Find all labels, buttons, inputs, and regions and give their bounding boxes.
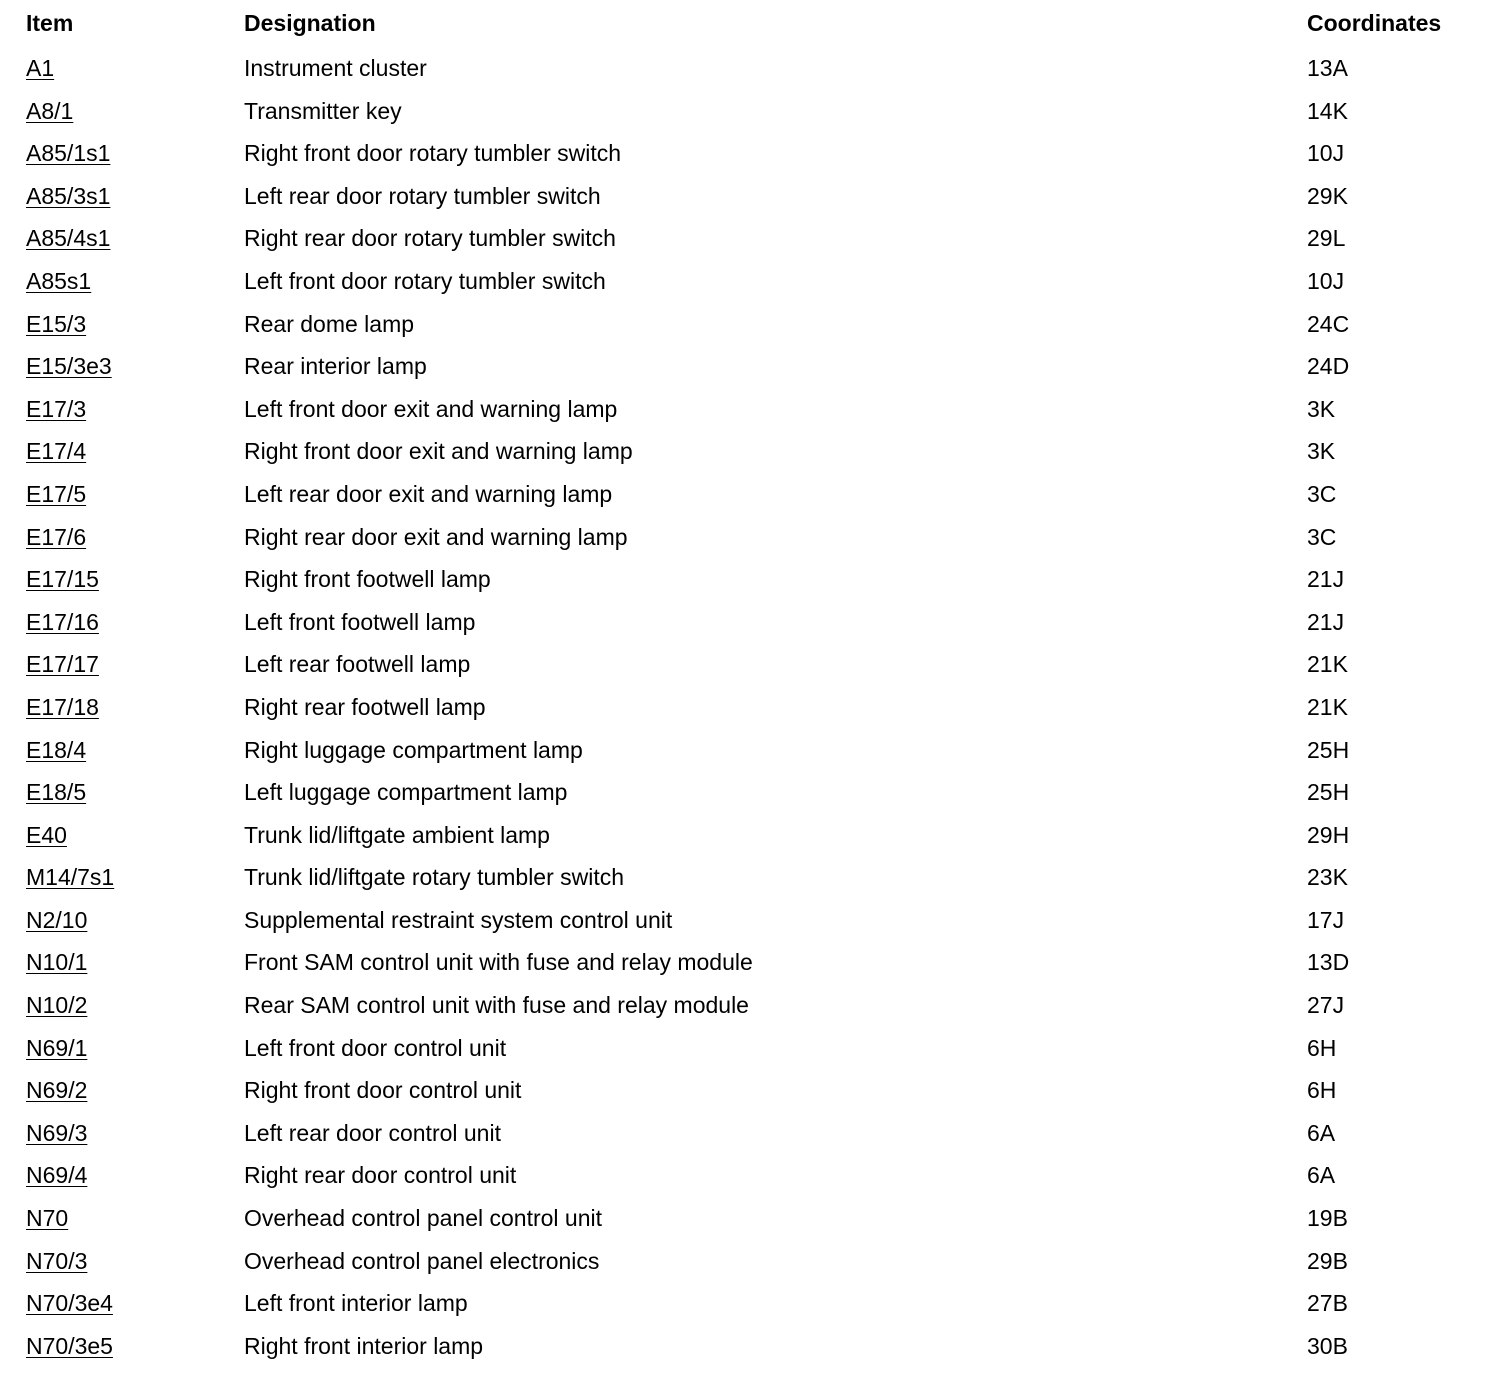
designation-cell: Instrument cluster bbox=[244, 55, 427, 81]
item-cell bbox=[26, 303, 86, 346]
coordinates-cell: 6H bbox=[1307, 1034, 1337, 1061]
designation-cell: Rear interior lamp bbox=[244, 353, 427, 380]
table-row bbox=[0, 898, 1504, 941]
designation-cell: Right front footwell lamp bbox=[244, 566, 491, 593]
header-item: Item bbox=[26, 10, 74, 36]
coordinates-cell: 25H bbox=[1307, 779, 1350, 806]
item-cell bbox=[26, 814, 67, 857]
table-row bbox=[0, 1324, 1504, 1367]
table-row bbox=[0, 216, 1504, 259]
coordinates-cell: 24D bbox=[1307, 353, 1350, 380]
item-link[interactable]: A85s1 bbox=[26, 267, 92, 294]
designation-cell: Left rear footwell lamp bbox=[244, 651, 471, 678]
designation-cell: Left rear door exit and warning lamp bbox=[244, 480, 613, 507]
item-link[interactable]: A1 bbox=[26, 55, 55, 81]
item-link[interactable]: E17/6 bbox=[26, 523, 87, 550]
coordinates-cell: 25H bbox=[1307, 736, 1350, 763]
designation-cell: Overhead control panel control unit bbox=[244, 1205, 602, 1232]
coordinates-cell: 3C bbox=[1307, 480, 1337, 507]
designation-cell: Front SAM control unit with fuse and relay module bbox=[244, 949, 753, 976]
coordinates-cell: 13D bbox=[1307, 949, 1350, 976]
item-cell bbox=[26, 1027, 87, 1070]
designation-cell: Left front interior lamp bbox=[244, 1290, 468, 1317]
designation-cell: Left front door exit and warning lamp bbox=[244, 395, 618, 422]
item-cell bbox=[26, 771, 86, 814]
designation-cell: Right front door exit and warning lamp bbox=[244, 438, 633, 465]
table-row bbox=[0, 1239, 1504, 1282]
table-row bbox=[0, 131, 1504, 174]
item-link[interactable]: N70/3 bbox=[26, 1247, 88, 1274]
item-link[interactable]: A85/4s1 bbox=[26, 225, 111, 252]
item-cell bbox=[26, 601, 99, 644]
designation-cell: Left front door rotary tumbler switch bbox=[244, 267, 606, 294]
coordinates-cell: 29H bbox=[1307, 821, 1350, 848]
table-row bbox=[0, 557, 1504, 600]
item-link[interactable]: E18/4 bbox=[26, 736, 87, 763]
table-row bbox=[0, 1196, 1504, 1239]
designation-cell: Right front interior lamp bbox=[244, 1332, 484, 1359]
item-link[interactable]: N2/10 bbox=[26, 906, 88, 933]
table-row bbox=[0, 855, 1504, 898]
coordinates-cell: 14K bbox=[1307, 97, 1348, 124]
item-cell bbox=[26, 388, 86, 431]
item-cell bbox=[26, 430, 86, 473]
table-row bbox=[0, 600, 1504, 643]
item-link[interactable]: A85/3s1 bbox=[26, 182, 111, 209]
coordinates-cell: 6H bbox=[1307, 1077, 1337, 1104]
item-link[interactable]: N70 bbox=[26, 1205, 69, 1232]
coordinates-cell: 29L bbox=[1307, 225, 1346, 252]
item-link[interactable]: N70/3e5 bbox=[26, 1332, 113, 1359]
item-cell bbox=[26, 899, 87, 942]
designation-cell: Trunk lid/liftgate ambient lamp bbox=[244, 821, 550, 848]
designation-cell: Supplemental restraint system control unit bbox=[244, 906, 673, 933]
table-row bbox=[0, 89, 1504, 132]
designation-cell: Left rear door control unit bbox=[244, 1119, 501, 1146]
item-cell bbox=[26, 175, 110, 218]
table-row bbox=[0, 642, 1504, 685]
designation-cell: Trunk lid/liftgate rotary tumbler switch bbox=[244, 864, 625, 891]
item-cell bbox=[26, 984, 87, 1027]
coordinates-cell: 21K bbox=[1307, 651, 1348, 678]
item-cell bbox=[26, 643, 99, 686]
header-designation: Designation bbox=[244, 10, 376, 36]
table-row bbox=[0, 429, 1504, 472]
coordinates-cell: 3K bbox=[1307, 395, 1336, 422]
designation-cell: Right rear door control unit bbox=[244, 1162, 517, 1189]
table-row bbox=[0, 1153, 1504, 1196]
item-link[interactable]: E17/5 bbox=[26, 480, 87, 507]
item-link[interactable]: E17/16 bbox=[26, 608, 99, 635]
item-link[interactable]: E17/3 bbox=[26, 395, 87, 422]
table-row bbox=[0, 685, 1504, 728]
item-link[interactable]: E17/15 bbox=[26, 566, 99, 593]
designation-cell: Transmitter key bbox=[244, 97, 402, 124]
item-link[interactable]: E18/5 bbox=[26, 779, 87, 806]
item-cell bbox=[26, 47, 54, 90]
table-row bbox=[0, 1281, 1504, 1324]
designation-cell: Left rear door rotary tumbler switch bbox=[244, 182, 601, 209]
item-link[interactable]: N10/1 bbox=[26, 949, 88, 976]
item-cell bbox=[26, 1154, 87, 1197]
coordinates-cell: 6A bbox=[1307, 1119, 1336, 1146]
coordinates-cell: 24C bbox=[1307, 310, 1350, 337]
item-cell bbox=[26, 1197, 68, 1240]
table-row bbox=[0, 472, 1504, 515]
table-body bbox=[0, 46, 1504, 1366]
coordinates-cell: 6A bbox=[1307, 1162, 1336, 1189]
designation-cell: Right front door rotary tumbler switch bbox=[244, 140, 622, 167]
designation-cell: Right luggage compartment lamp bbox=[244, 736, 583, 763]
table-row bbox=[0, 983, 1504, 1026]
item-cell bbox=[26, 856, 114, 899]
designation-cell: Overhead control panel electronics bbox=[244, 1247, 600, 1274]
coordinates-cell: 21K bbox=[1307, 693, 1348, 720]
item-cell bbox=[26, 1282, 113, 1325]
table-row bbox=[0, 259, 1504, 302]
designation-cell: Right front door control unit bbox=[244, 1077, 522, 1104]
coordinates-cell: 29B bbox=[1307, 1247, 1348, 1274]
designation-cell: Rear SAM control unit with fuse and relay module bbox=[244, 992, 749, 1019]
item-cell bbox=[26, 260, 91, 303]
item-link[interactable]: N10/2 bbox=[26, 992, 88, 1019]
table-row bbox=[0, 1026, 1504, 1069]
item-link[interactable]: N70/3e4 bbox=[26, 1290, 113, 1317]
item-cell bbox=[26, 558, 99, 601]
designation-cell: Right rear door exit and warning lamp bbox=[244, 523, 628, 550]
table-row bbox=[0, 813, 1504, 856]
designation-cell: Right rear door rotary tumbler switch bbox=[244, 225, 616, 252]
table-row bbox=[0, 387, 1504, 430]
item-link[interactable]: E40 bbox=[26, 821, 67, 848]
coordinates-cell: 3K bbox=[1307, 438, 1336, 465]
designation-cell: Right rear footwell lamp bbox=[244, 693, 486, 720]
coordinates-cell: 27B bbox=[1307, 1290, 1348, 1317]
item-link[interactable]: E17/17 bbox=[26, 651, 99, 678]
designation-cell: Left front door control unit bbox=[244, 1034, 507, 1061]
item-link[interactable]: E15/3 bbox=[26, 310, 87, 337]
coordinates-cell: 10J bbox=[1307, 140, 1345, 167]
item-cell bbox=[26, 1240, 87, 1283]
designation-cell: Left luggage compartment lamp bbox=[244, 779, 568, 806]
coordinates-cell: 29K bbox=[1307, 182, 1348, 209]
item-link[interactable]: A8/1 bbox=[26, 97, 74, 124]
table-row bbox=[0, 940, 1504, 983]
table-header-row bbox=[0, 0, 1504, 46]
coordinates-cell: 27J bbox=[1307, 992, 1345, 1019]
table-row bbox=[0, 728, 1504, 771]
item-link[interactable]: M14/7s1 bbox=[26, 864, 115, 891]
coordinates-cell: 21J bbox=[1307, 608, 1345, 635]
item-link[interactable]: N69/1 bbox=[26, 1034, 88, 1061]
table-row bbox=[0, 1111, 1504, 1154]
designation-cell: Rear dome lamp bbox=[244, 310, 415, 337]
item-cell bbox=[26, 1112, 87, 1155]
item-link[interactable]: E15/3e3 bbox=[26, 353, 112, 380]
item-cell bbox=[26, 1069, 87, 1112]
item-cell bbox=[26, 217, 110, 260]
table-row bbox=[0, 515, 1504, 558]
coordinates-cell: 23K bbox=[1307, 864, 1348, 891]
designation-cell: Left front footwell lamp bbox=[244, 608, 476, 635]
table-row bbox=[0, 302, 1504, 345]
coordinates-cell: 21J bbox=[1307, 566, 1345, 593]
table-row bbox=[0, 344, 1504, 387]
item-link[interactable]: E17/4 bbox=[26, 438, 87, 465]
item-link[interactable]: A85/1s1 bbox=[26, 140, 111, 167]
coordinates-cell: 17J bbox=[1307, 906, 1345, 933]
table-row bbox=[0, 1068, 1504, 1111]
item-cell bbox=[26, 132, 110, 175]
coordinates-cell: 19B bbox=[1307, 1205, 1348, 1232]
header-coordinates: Coordinates bbox=[1307, 10, 1442, 36]
item-cell bbox=[26, 345, 112, 388]
item-link[interactable]: E17/18 bbox=[26, 693, 99, 720]
item-cell bbox=[26, 90, 73, 133]
item-cell bbox=[26, 686, 99, 729]
item-cell bbox=[26, 729, 86, 772]
coordinates-cell: 30B bbox=[1307, 1332, 1348, 1359]
table-row bbox=[0, 770, 1504, 813]
item-link[interactable]: N69/3 bbox=[26, 1119, 88, 1146]
coordinates-cell: 13A bbox=[1307, 55, 1348, 81]
item-cell bbox=[26, 516, 86, 559]
item-link[interactable]: N69/2 bbox=[26, 1077, 88, 1104]
item-cell bbox=[26, 473, 86, 516]
item-cell bbox=[26, 1325, 113, 1368]
item-link[interactable]: N69/4 bbox=[26, 1162, 88, 1189]
coordinates-cell: 10J bbox=[1307, 267, 1345, 294]
coordinates-cell: 3C bbox=[1307, 523, 1337, 550]
table-row bbox=[0, 46, 1504, 89]
table-row bbox=[0, 174, 1504, 217]
item-cell bbox=[26, 941, 87, 984]
